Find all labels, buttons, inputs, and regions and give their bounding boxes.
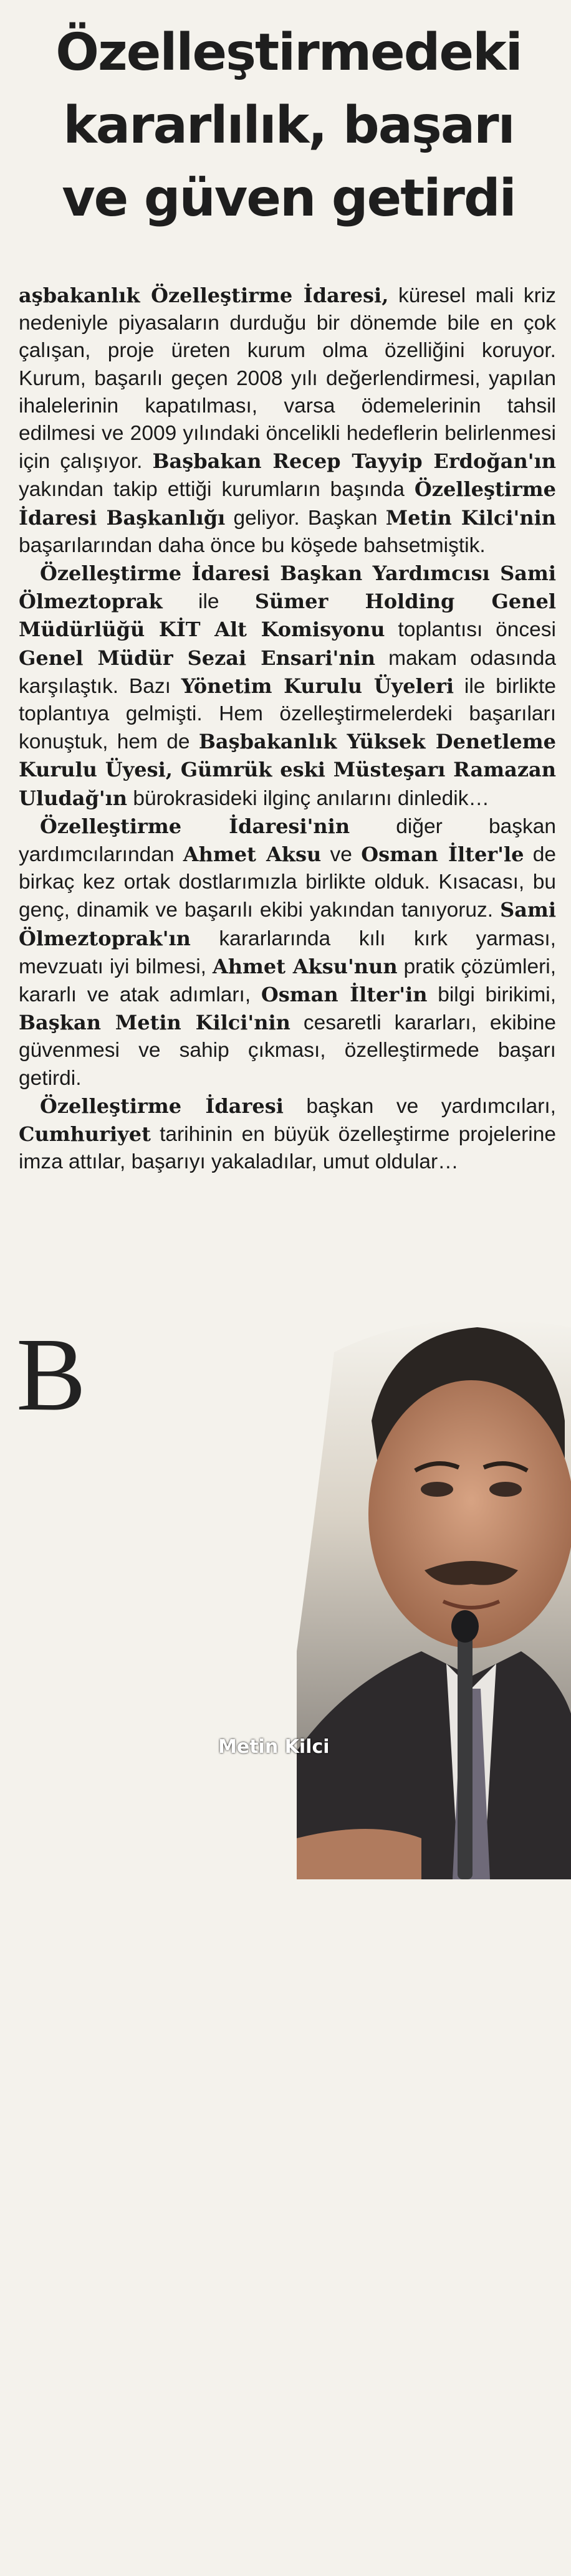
headline-line-2: kararlılık, başarı	[63, 96, 514, 155]
headline	[17, 16, 560, 235]
bold-text: Özelleştirme İdaresi	[40, 1094, 284, 1118]
org-name: aşbakanlık Özelleştirme İdaresi,	[19, 284, 389, 307]
text: bürokrasideki ilginç anılarını dinledik…	[127, 786, 489, 810]
paragraph-4	[19, 1092, 556, 1176]
text: de birkaç kez ortak dostlarımızla birlikte olduk. Kısacası, bu genç, dinamik ve başarılı ekibi yakından tanıyoruz.	[19, 843, 557, 922]
headline-line-1: Özelleştirmedeki	[55, 23, 522, 82]
text: diğer başkan yardımcılarından	[19, 814, 556, 867]
bold-text: Osman İlter'le	[361, 842, 524, 867]
bold-text: Cumhuriyet	[19, 1122, 151, 1147]
drop-cap: B	[16, 1317, 87, 1433]
bold-text: Özelleştirme İdaresi Başkan Yardımcısı Sami Ölmeztoprak	[19, 561, 556, 614]
headline-line-3: ve güven getirdi	[62, 169, 516, 228]
photo-caption: Metin Kilci	[218, 1736, 330, 1758]
text: küresel mali kriz nedeniyle piyasaların durduğu bir dönemde bile en çok çalışan, proje üreten kurum olma özelliğini koruyor. Kurum, başarılı geçen 2008 yılı değerlendirmesi, yapılan ihalelerinin kapatılması, varsa ödemelerinin tahsil edilmesi ve 2009 yılındaki öncelikli hedeflerin belirlenmesi için çalışıyor.	[19, 284, 557, 474]
text: toplantısı öncesi	[385, 618, 557, 642]
portrait-photo	[297, 1277, 571, 1879]
paragraph-2	[19, 560, 556, 813]
bold-text: Başkan Metin Kilci'nin	[19, 1011, 290, 1035]
bold-text: Sami Ölmeztoprak'ın	[19, 898, 556, 950]
text: ile birlikte toplantıya gelmişti. Hem özelleştirmelerdeki başarıları konuştuk, hem de	[19, 674, 556, 754]
text: başarılarından daha önce bu köşede bahsetmiştik.	[19, 533, 486, 557]
text: pratik çözümleri, kararlı ve atak adımları,	[19, 955, 557, 1007]
person-name: Metin Kilci'nin	[385, 505, 557, 530]
text: geliyor. Başkan	[225, 506, 386, 530]
text: cesaretli kararları, ekibine güvenmesi ve sahip çıkması, özelleştirmede başarı getirdi.	[19, 1011, 556, 1090]
text: ve	[321, 843, 362, 867]
bold-text: Özelleştirme İdaresi'nin	[40, 814, 350, 838]
bold-text: Başbakanlık Yüksek Denetleme Kurulu Üyesi, Gümrük eski Müsteşarı Ramazan Uludağ'ın	[19, 730, 556, 810]
portrait-illustration	[297, 1277, 571, 1879]
bold-text: Genel Müdür Sezai Ensari'nin	[19, 646, 376, 670]
bold-text: Sümer Holding Genel Müdürlüğü KİT Alt Komisyonu	[19, 589, 556, 642]
text: makam odasında karşılaştık. Bazı	[19, 646, 556, 698]
text: yakından takip ettiği kurumların başında	[19, 478, 415, 502]
bold-text: Ahmet Aksu	[183, 842, 322, 867]
paragraph-3	[19, 813, 556, 1092]
org-name-2: Özelleştirme İdaresi Başkanlığı	[19, 477, 556, 530]
bold-text: Yönetim Kurulu Üyeleri	[181, 674, 454, 698]
text: tarihinin en büyük özelleştirme projelerine imza attılar, başarıyı yakaladılar, umut oldular…	[19, 1123, 556, 1174]
text: bilgi birikimi,	[427, 983, 556, 1007]
pm-name: Başbakan Recep Tayyip Erdoğan'ın	[152, 449, 556, 474]
bold-text: Ahmet Aksu'nun	[212, 954, 398, 978]
text: başkan ve yardımcıları,	[283, 1094, 556, 1118]
text: kararlarında kılı kırk yarması, mevzuatı iyi bilmesi,	[19, 927, 556, 978]
bold-text: Osman İlter'in	[261, 983, 428, 1007]
text: ile	[162, 590, 255, 614]
